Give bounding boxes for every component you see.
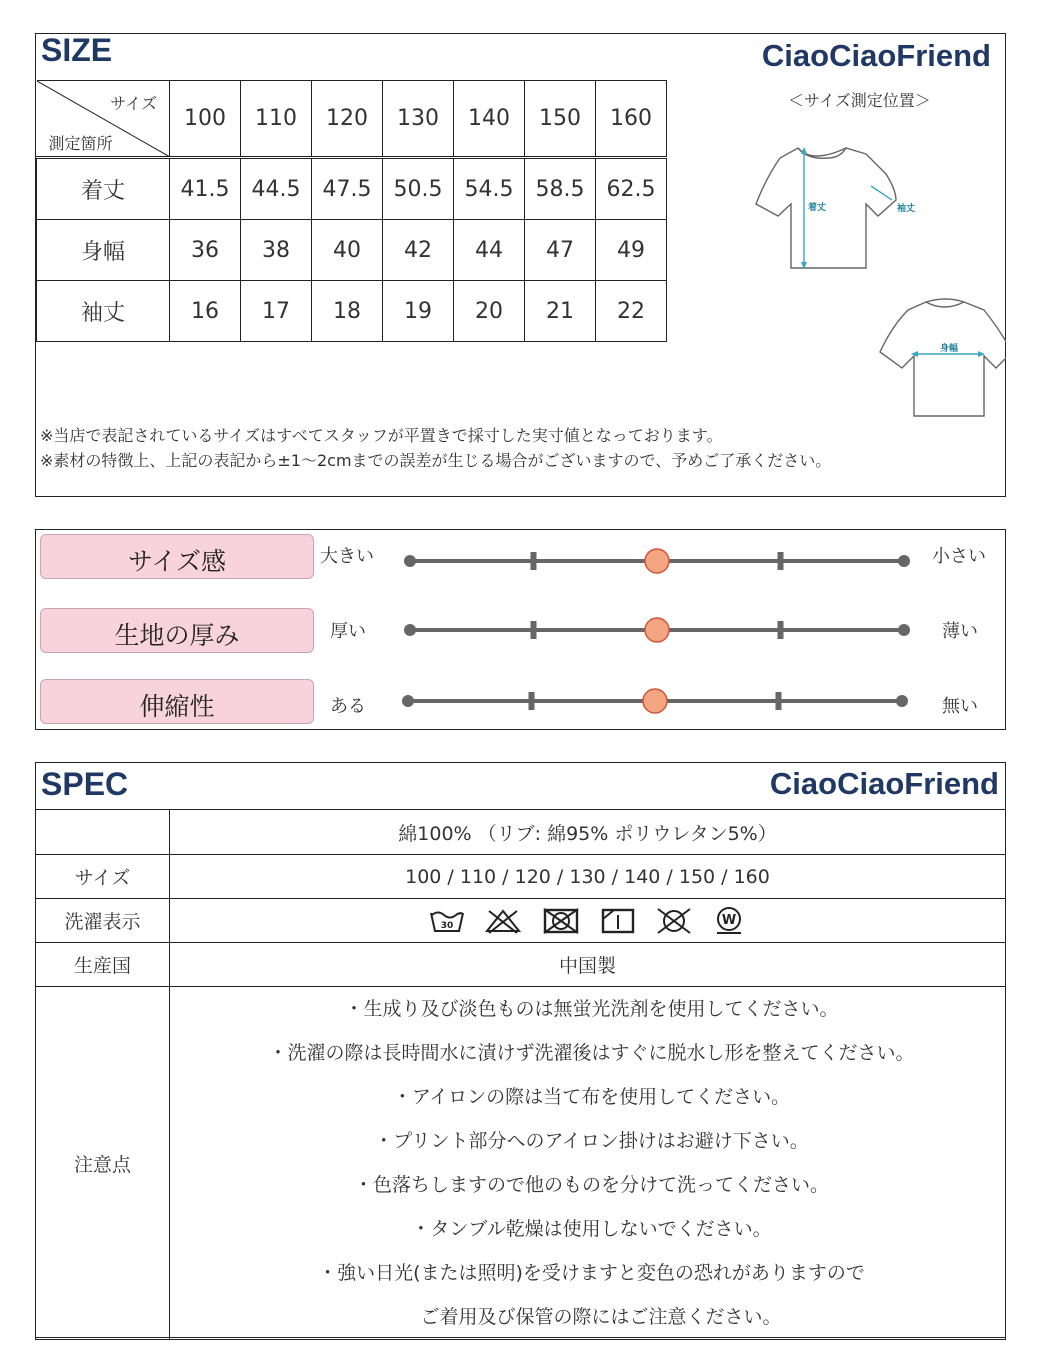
spec-key-empty — [36, 810, 170, 855]
spec-material: 綿100% （リブ: 綿95% ポリウレタン5%） — [170, 810, 1006, 855]
feel-left-word: ある — [330, 696, 366, 717]
spec-row-origin — [36, 943, 1006, 987]
scale-end-dot — [404, 555, 416, 567]
caution-item: ・洗濯の際は長時間水に漬けず洗濯後はすぐに脱水し形を整えてください。 — [268, 1042, 915, 1064]
spec-size-value: 100 / 110 / 120 / 130 / 140 / 150 / 160 — [170, 855, 1006, 899]
caution-item: ・強い日光(または照明)を受けますと変色の恐れがありますので — [318, 1262, 865, 1284]
size-header: 150 — [525, 81, 596, 158]
feel-section — [35, 529, 1006, 730]
flat-dry-shade-icon — [600, 907, 636, 935]
scale-end-dot — [402, 695, 414, 707]
size-cell: 49 — [596, 220, 667, 281]
caution-item: ・タンブル乾燥は使用しないでください。 — [411, 1218, 772, 1240]
spec-brand: CiaoCiaoFriend — [769, 766, 999, 801]
size-cell: 16 — [170, 281, 241, 342]
spec-row-wash — [36, 899, 1006, 943]
feel-scale-thickness — [396, 615, 916, 645]
feel-scale-size — [396, 546, 916, 576]
figure-length-label: 着丈 — [808, 203, 827, 213]
measure-caption: ＜サイズ測定位置＞ — [788, 91, 931, 110]
scale-tick — [776, 692, 782, 710]
feel-right-word: 薄い — [942, 621, 978, 642]
size-brand: CiaoCiaoFriend — [761, 38, 991, 73]
feel-right-word: 小さい — [932, 546, 986, 567]
figure-sleeve-label: 袖丈 — [897, 204, 916, 214]
size-cell: 54.5 — [454, 158, 525, 220]
feel-label-thickness: 生地の厚み — [40, 608, 314, 653]
size-cell: 50.5 — [383, 158, 454, 220]
wash-icons — [170, 899, 1006, 943]
no-bleach-icon — [483, 907, 523, 935]
wash-temp-label: 30 — [441, 920, 454, 931]
size-note: ※当店で表記されているサイズはすべてスタッフが平置きで採寸した実寸値となっております。 — [40, 426, 723, 445]
feel-right-word: 無い — [942, 696, 978, 717]
corner-measure-label: 測定箇所 — [48, 134, 113, 153]
size-header: 120 — [312, 81, 383, 158]
scale-tick — [778, 621, 784, 639]
size-cell: 19 — [383, 281, 454, 342]
caution-item: ・アイロンの際は当て布を使用してください。 — [392, 1086, 791, 1108]
size-header: 140 — [454, 81, 525, 158]
spec-key: 注意点 — [36, 987, 170, 1340]
size-header: 100 — [170, 81, 241, 158]
corner-size-label: サイズ — [110, 94, 157, 113]
row-label: 着丈 — [37, 158, 170, 220]
spec-key: 洗濯表示 — [36, 899, 170, 943]
scale-marker — [645, 618, 669, 642]
spec-key: サイズ — [36, 855, 170, 899]
wash-30-icon — [429, 907, 465, 935]
size-header: 160 — [596, 81, 667, 158]
size-title: SIZE — [41, 32, 113, 68]
spec-key: 生産国 — [36, 943, 170, 987]
size-cell: 58.5 — [525, 158, 596, 220]
scale-marker — [645, 549, 669, 573]
size-cell: 22 — [596, 281, 667, 342]
spec-row-size — [36, 855, 1006, 899]
spec-origin: 中国製 — [170, 943, 1006, 987]
row-label: 袖丈 — [37, 281, 170, 342]
size-cell: 44 — [454, 220, 525, 281]
size-cell: 41.5 — [170, 158, 241, 220]
caution-item: ご着用及び保管の際にはご注意ください。 — [401, 1306, 782, 1328]
size-cell: 21 — [525, 281, 596, 342]
tshirt-measure-figure — [716, 134, 1006, 424]
size-row-sleeve — [37, 281, 667, 342]
spec-section — [35, 762, 1006, 1338]
scale-marker — [643, 689, 667, 713]
size-cell: 47 — [525, 220, 596, 281]
no-tumble-dry-icon — [541, 907, 581, 935]
spec-title: SPEC — [41, 766, 129, 802]
spec-table — [35, 809, 1006, 1340]
size-cell: 62.5 — [596, 158, 667, 220]
size-cell: 38 — [241, 220, 312, 281]
size-row-length — [37, 158, 667, 220]
scale-end-dot — [896, 695, 908, 707]
scale-tick — [531, 621, 537, 639]
feel-label-stretch: 伸縮性 — [40, 679, 314, 724]
size-header: 110 — [241, 81, 312, 158]
size-cell: 18 — [312, 281, 383, 342]
size-cell: 40 — [312, 220, 383, 281]
figure-width-label: 身幅 — [940, 344, 959, 354]
row-label: 身幅 — [37, 220, 170, 281]
size-note: ※素材の特徴上、上記の表記から±1～2cmまでの誤差が生じる場合がございますので、予めご了承ください。 — [40, 451, 832, 470]
caution-item: ・色落ちしますので他のものを分けて洗ってください。 — [353, 1174, 829, 1196]
feel-left-word: 厚い — [330, 621, 366, 642]
scale-end-dot — [898, 555, 910, 567]
size-cell: 36 — [170, 220, 241, 281]
scale-end-dot — [898, 624, 910, 636]
size-cell: 17 — [241, 281, 312, 342]
size-row-width — [37, 220, 667, 281]
scale-end-dot — [404, 624, 416, 636]
scale-tick — [778, 552, 784, 570]
feel-scale-stretch — [394, 686, 914, 716]
size-section — [35, 33, 1006, 497]
size-table — [36, 80, 667, 342]
size-cell: 42 — [383, 220, 454, 281]
spec-row-cautions — [36, 987, 1006, 1340]
spec-row-material — [36, 810, 1006, 855]
size-header-row — [37, 81, 667, 158]
tshirt-back-icon — [880, 299, 1006, 416]
caution-list — [170, 987, 1006, 1340]
size-cell: 47.5 — [312, 158, 383, 220]
scale-tick — [529, 692, 535, 710]
size-corner-cell — [37, 81, 170, 158]
wet-clean-icon — [712, 906, 746, 936]
size-header: 130 — [383, 81, 454, 158]
size-cell: 44.5 — [241, 158, 312, 220]
size-cell: 20 — [454, 281, 525, 342]
feel-label-size: サイズ感 — [40, 534, 314, 579]
scale-tick — [531, 552, 537, 570]
feel-left-word: 大きい — [320, 546, 374, 567]
no-dry-clean-icon — [654, 907, 694, 935]
caution-item: ・生成り及び淡色ものは無蛍光洗剤を使用してください。 — [344, 998, 839, 1020]
wet-clean-letter: W — [721, 912, 736, 928]
caution-item: ・プリント部分へのアイロン掛けはお避け下さい。 — [374, 1130, 809, 1152]
